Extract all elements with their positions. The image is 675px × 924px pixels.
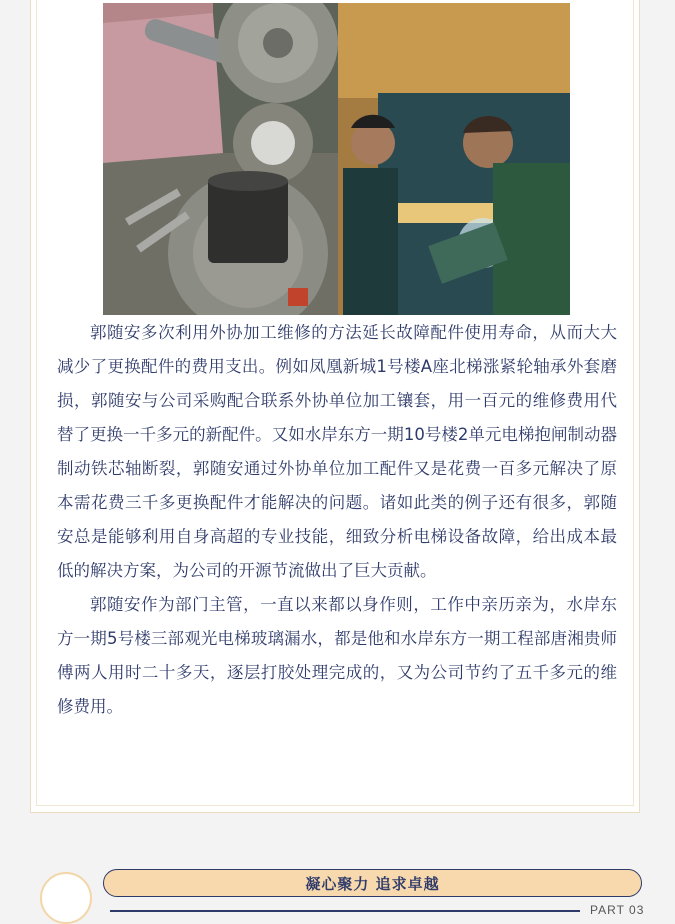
repair-photo-illustration xyxy=(103,3,570,315)
article-body xyxy=(57,316,617,724)
article-paragraph: 郭随安多次利用外协加工维修的方法延长故障配件使用寿命，从而大大减少了更换配件的费用支出。例如凤凰新城1号楼A座北梯涨紧轮轴承外套磨损，郭随安与公司采购配合联系外协单位加工镶套，用一百元的维修费用代替了更换一千多元的新配件。又如水岸东方一期10号楼2单元电梯抱闸制动器制动铁芯轴断裂，郭随安通过外协单位加工配件又是花费一百多元解决了原本需花费三千多更换配件才能解决的问题。诸如此类的例子还有很多，郭随安总是能够利用自身高超的专业技能，细致分析电梯设备故障，给出成本最低的解决方案，为公司的开源节流做出了巨大贡献。 xyxy=(57,323,617,580)
repair-photo-collage xyxy=(103,3,570,315)
section-title-pill xyxy=(103,869,642,897)
section-title: 凝心聚力 追求卓越 xyxy=(305,874,440,893)
section-circle-decoration xyxy=(40,872,92,924)
section-part-label: PART 03 xyxy=(590,903,645,917)
article-paragraph: 郭随安作为部门主管，一直以来都以身作则，工作中亲历亲为，水岸东方一期5号楼三部观光电梯玻璃漏水，都是他和水岸东方一期工程部唐湘贵师傅两人用时二十多天，逐层打胶处理完成的，又为公司节约了五千多元的维修费用。 xyxy=(57,595,617,716)
section-banner xyxy=(0,860,675,916)
section-divider xyxy=(110,910,580,912)
